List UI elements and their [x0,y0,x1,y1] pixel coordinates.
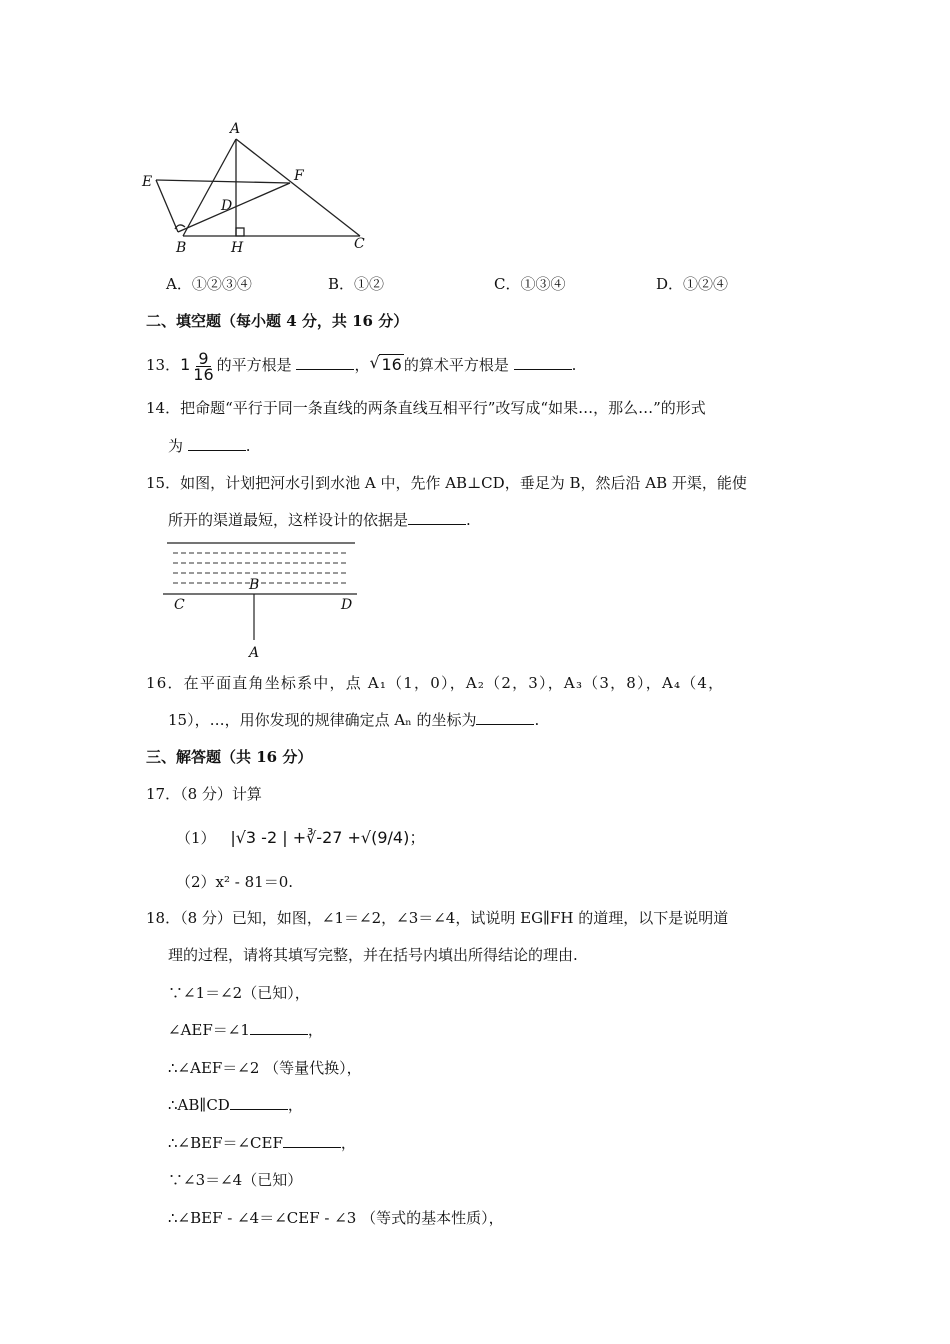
section-2-heading: 二、填空题（每小题 4 分，共 16 分） [146,312,409,330]
option-a: A．①②③④ [166,275,252,293]
question-16-line1: 16．在平面直角坐标系中，点 A₁（1，0），A₂（2，3），A₃（3，8），A₄（4， [146,674,725,692]
label-C: C [174,597,185,613]
question-18-line1: 18．（8 分）已知，如图，∠1＝∠2，∠3＝∠4，试说明 EG∥FH 的道理，以下是说明道 [146,909,729,927]
triangle-figure [138,118,373,260]
q17-expression: |√3 -2 | +∛-27 +√(9/4)； [230,828,426,847]
blank-15[interactable] [408,510,466,525]
proof-step-1: ∵∠1＝∠2（已知）， [168,984,310,1002]
blank-18c[interactable] [283,1133,341,1148]
question-15-line2: 所开的渠道最短，这样设计的依据是 . [168,511,471,529]
label-F: F [294,168,304,184]
proof-step-4: ∴AB∥CD ， [168,1096,303,1114]
label-D: D [221,198,233,214]
question-15-line1: 15．如图，计划把河水引到水池 A 中，先作 AB⊥CD，垂足为 B，然后沿 AB 开渠，能使 [146,474,747,492]
question-17-part1: （1） |√3 -2 | +∛-27 +√(9/4)； [176,828,426,847]
label-C: C [354,236,365,252]
river-figure [163,538,363,662]
label-E: E [142,174,153,190]
label-A: A [249,645,260,661]
label-B: B [176,240,187,256]
question-17-heading: 17．（8 分）计算 [146,785,262,803]
blank-13a[interactable] [296,355,354,370]
blank-13b[interactable] [514,355,572,370]
label-A: A [230,121,241,137]
blank-18a[interactable] [250,1020,308,1035]
label-B: B [249,577,260,593]
option-c: C．①③④ [494,275,566,293]
blank-14[interactable] [188,436,246,451]
label-H: H [231,240,244,256]
label-D: D [341,597,353,613]
question-16-line2: 15），…，用你发现的规律确定点 Aₙ 的坐标为 . [168,711,540,729]
question-17-part2: （2）x² - 81＝0. [176,873,294,891]
option-b: B．①② [328,275,385,293]
blank-16[interactable] [476,710,534,725]
question-13: 13．1 $\frac{9}{16}$ 的平方根是 ， √ 16 的算术平方根是 . [146,348,577,384]
proof-step-2: ∠AEF＝∠1 ， [168,1021,323,1039]
option-d: D．①②④ [656,275,729,293]
proof-step-5: ∴∠BEF＝∠CEF ， [168,1134,356,1152]
question-14-line2: 为 . [168,437,251,455]
question-14-line1: 14．把命题“平行于同一条直线的两条直线互相平行”改写成“如果…，那么…”的形式 [146,399,706,417]
question-18-line2: 理的过程，请将其填写完整，并在括号内填出所得结论的理由. [168,946,578,964]
proof-step-6: ∵∠3＝∠4（已知） [168,1171,303,1189]
blank-18b[interactable] [230,1095,288,1110]
proof-step-3: ∴∠AEF＝∠2 （等量代换）， [168,1059,362,1077]
section-3-heading: 三、解答题（共 16 分） [146,748,313,766]
proof-step-7: ∴∠BEF - ∠4＝∠CEF - ∠3 （等式的基本性质）， [168,1209,504,1227]
